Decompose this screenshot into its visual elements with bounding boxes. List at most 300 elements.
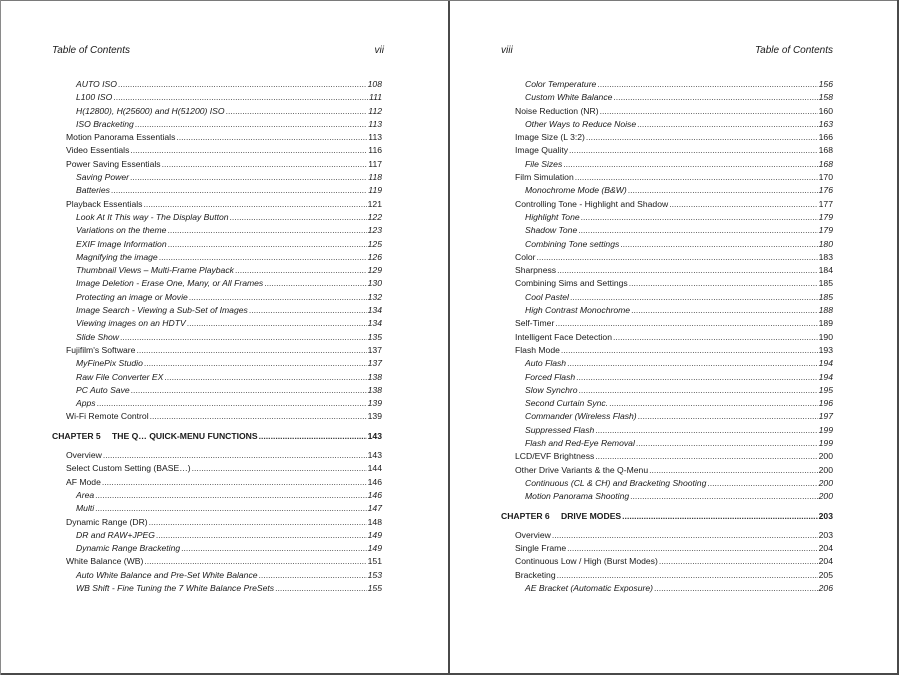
toc-dot-leader — [654, 582, 818, 595]
toc-dot-leader — [579, 384, 818, 397]
toc-entry-title: Raw File Converter EX — [76, 371, 164, 382]
toc-entry-title: Thumbnail Views – Multi-Frame Playback — [76, 265, 234, 276]
toc-entry[interactable] — [52, 397, 382, 410]
toc-dot-leader — [649, 464, 818, 477]
toc-entry[interactable] — [52, 371, 382, 384]
toc-page-number: 137 — [367, 358, 382, 369]
toc-entry-title: Apps — [76, 398, 96, 409]
toc-dot-leader — [113, 91, 368, 104]
toc-entry-title: Film Simulation — [515, 172, 574, 183]
toc-page-number: 160 — [818, 105, 833, 116]
toc-page-number: 183 — [818, 251, 833, 262]
toc-entry[interactable] — [501, 542, 833, 555]
toc-dot-leader — [613, 91, 817, 104]
toc-entry-title: Monochrome Mode (B&W) — [525, 185, 627, 196]
toc-entry-title: Protecting an image or Movie — [76, 291, 188, 302]
toc-page-number: 195 — [818, 384, 833, 395]
toc-page-number: 194 — [818, 371, 833, 382]
toc-entry-title: Playback Essentials — [66, 198, 143, 209]
toc-entry-title: Single Frame — [515, 543, 567, 554]
toc-dot-leader — [563, 158, 817, 171]
toc-dot-leader — [586, 131, 818, 144]
toc-dot-leader — [102, 476, 367, 489]
toc-dot-leader — [162, 158, 368, 171]
toc-page-number: 177 — [818, 198, 833, 209]
toc-entry[interactable] — [52, 304, 382, 317]
toc-dot-leader — [135, 118, 368, 131]
toc-entry[interactable] — [52, 317, 382, 330]
left-page — [0, 0, 448, 675]
toc-entry-title: Image Search - Viewing a Sub-Set of Images — [76, 305, 248, 316]
toc-dot-leader — [552, 529, 818, 542]
toc-entry-title: Fujifilm's Software — [66, 344, 136, 355]
toc-entry[interactable] — [52, 344, 382, 357]
toc-entry[interactable] — [501, 317, 833, 330]
toc-dot-leader — [235, 264, 367, 277]
toc-entry[interactable] — [52, 184, 382, 197]
toc-entry[interactable] — [52, 291, 382, 304]
toc-page-number: 203 — [818, 529, 833, 540]
toc-dot-leader — [600, 105, 818, 118]
toc-page-number: 113 — [368, 132, 382, 143]
toc-entry[interactable] — [52, 331, 382, 344]
toc-dot-leader — [130, 144, 367, 157]
toc-page-number: 116 — [368, 145, 382, 156]
toc-entry-title: Auto Flash — [525, 358, 567, 369]
toc-dot-leader — [567, 357, 818, 370]
toc-dot-leader — [669, 198, 817, 211]
toc-page-number: 137 — [367, 344, 382, 355]
toc-entry-title: Variations on the theme — [76, 225, 167, 236]
toc-page-number: 135 — [367, 331, 382, 342]
toc-entry-title: Color Temperature — [525, 79, 597, 89]
toc-page-number: 204 — [818, 543, 833, 554]
toc-page-number: 180 — [818, 238, 833, 249]
toc-entry-title: Sharpness — [515, 265, 557, 276]
toc-entry[interactable] — [501, 131, 833, 144]
toc-entry[interactable] — [501, 569, 833, 582]
toc-entry-title: Saving Power — [76, 172, 130, 183]
toc-page-number: 134 — [367, 318, 382, 329]
toc-entry[interactable] — [501, 198, 833, 211]
toc-page-number: 130 — [367, 278, 382, 289]
toc-entry[interactable] — [501, 371, 833, 384]
toc-dot-leader — [95, 489, 367, 502]
toc-entry[interactable] — [52, 555, 382, 568]
toc-dot-leader — [557, 264, 818, 277]
toc-entry[interactable] — [52, 516, 382, 529]
toc-entry[interactable] — [52, 171, 382, 184]
toc-entry-title: Area — [76, 489, 95, 500]
toc-entry[interactable] — [501, 555, 833, 568]
toc-entry[interactable] — [501, 344, 833, 357]
toc-page-number: 200 — [818, 477, 833, 488]
toc-dot-leader — [192, 462, 367, 475]
toc-entry-title: Cool Pastel — [525, 291, 569, 302]
toc-entry-title: Overview — [515, 529, 551, 540]
toc-entry[interactable] — [501, 291, 833, 304]
toc-page-number: 121 — [367, 198, 382, 209]
toc-entry[interactable] — [52, 542, 382, 555]
toc-dot-leader — [150, 410, 367, 423]
toc-dot-leader — [569, 144, 818, 157]
toc-entry-title: DR and RAW+JPEG — [76, 529, 155, 540]
toc-entry[interactable] — [501, 91, 833, 104]
toc-dot-leader — [629, 277, 818, 290]
toc-dot-leader — [659, 555, 818, 568]
toc-dot-leader — [111, 184, 367, 197]
left-header-title: Table of Contents — [52, 45, 131, 56]
toc-entry[interactable] — [52, 462, 382, 475]
toc-dot-leader — [189, 291, 367, 304]
toc-page-number: 148 — [367, 516, 382, 527]
toc-page-number: 203 — [818, 510, 833, 521]
toc-entry[interactable] — [52, 476, 382, 489]
toc-page-number: 111 — [368, 92, 382, 103]
toc-page-number: 146 — [367, 489, 382, 500]
toc-entry-title: Continuous Low / High (Burst Modes) — [515, 556, 658, 567]
toc-dot-leader — [537, 251, 818, 264]
toc-entry[interactable] — [501, 331, 833, 344]
toc-dot-leader — [561, 344, 818, 357]
toc-page-number: 199 — [818, 424, 833, 435]
toc-page-number: 163 — [818, 118, 833, 129]
toc-entry-title: Combining Tone settings — [525, 238, 620, 249]
toc-dot-leader — [164, 371, 366, 384]
toc-page-number: 185 — [818, 278, 833, 289]
toc-entry[interactable] — [52, 582, 382, 595]
toc-dot-leader — [275, 582, 367, 595]
toc-dot-leader — [136, 344, 366, 357]
toc-entry-title: L100 ISO — [76, 92, 113, 103]
toc-dot-leader — [631, 304, 818, 317]
toc-entry-title: PC Auto Save — [76, 384, 130, 395]
toc-entry[interactable] — [501, 477, 833, 490]
toc-page-number: 179 — [818, 211, 833, 222]
toc-entry[interactable] — [52, 118, 382, 131]
toc-dot-leader — [557, 569, 818, 582]
toc-page-number: 190 — [818, 331, 833, 342]
toc-dot-leader — [576, 371, 818, 384]
toc-entry[interactable] — [501, 450, 833, 463]
toc-page-number: 139 — [367, 398, 382, 409]
toc-entry[interactable] — [52, 410, 382, 423]
toc-page-number: 123 — [367, 225, 382, 236]
toc-page-number: 200 — [818, 464, 833, 475]
toc-dot-leader — [156, 529, 367, 542]
toc-dot-leader — [168, 238, 367, 251]
toc-page-number: 138 — [367, 384, 382, 395]
toc-page-number: 143 — [367, 450, 382, 461]
right-header-title: Table of Contents — [754, 45, 833, 56]
toc-entry-title — [52, 430, 258, 443]
toc-entry-title: Flash Mode — [515, 344, 560, 355]
toc-dot-leader — [249, 304, 367, 317]
toc-entry-title: Custom White Balance — [525, 92, 613, 103]
toc-page-number: 143 — [367, 430, 382, 441]
toc-entry[interactable] — [501, 251, 833, 264]
toc-page-number: 117 — [368, 158, 382, 169]
toc-entry[interactable] — [52, 158, 382, 171]
toc-page-number: 147 — [367, 503, 382, 514]
toc-entry-title: AF Mode — [66, 476, 101, 487]
toc-page-number: 122 — [367, 211, 382, 222]
toc-dot-leader — [581, 211, 818, 224]
toc-entry[interactable] — [501, 171, 833, 184]
toc-entry-title: Continuous (CL & CH) and Bracketing Shooting — [525, 477, 707, 488]
toc-entry[interactable] — [52, 384, 382, 397]
toc-entry[interactable] — [52, 144, 382, 157]
toc-page-number: 125 — [367, 238, 382, 249]
toc-page-number: 156 — [818, 79, 833, 89]
toc-entry[interactable] — [52, 224, 382, 237]
toc-dot-leader — [118, 78, 367, 91]
toc-page-number: 132 — [367, 291, 382, 302]
toc-entry[interactable] — [501, 78, 833, 91]
toc-entry-title: Auto White Balance and Pre-Set White Balance — [76, 569, 258, 580]
toc-entry[interactable] — [52, 529, 382, 542]
toc-entry-title: Image Deletion - Erase One, Many, or All Frames — [76, 278, 264, 289]
toc-entry-title: AE Bracket (Automatic Exposure) — [525, 582, 653, 593]
toc-page-number: 112 — [368, 105, 382, 116]
toc-dot-leader — [567, 542, 818, 555]
toc-entry-title: Controlling Tone - Highlight and Shadow — [515, 198, 669, 209]
toc-dot-leader — [259, 430, 367, 443]
toc-entry[interactable] — [52, 91, 382, 104]
toc-entry-title: White Balance (WB) — [66, 556, 144, 567]
toc-entry[interactable] — [501, 410, 833, 423]
toc-page-number: 197 — [818, 411, 833, 422]
toc-entry-title: Bracketing — [515, 569, 556, 580]
right-toc-list — [501, 78, 833, 595]
toc-dot-leader — [575, 171, 818, 184]
toc-entry-title: ISO Bracketing — [76, 118, 134, 129]
toc-entry-title: Suppressed Flash — [525, 424, 595, 435]
frame-top-border — [0, 0, 899, 1]
toc-page-number: 149 — [367, 543, 382, 554]
frame-left-border — [0, 0, 1, 675]
toc-entry[interactable] — [501, 238, 833, 251]
toc-dot-leader — [159, 251, 367, 264]
toc-dot-leader — [143, 198, 366, 211]
toc-dot-leader — [630, 490, 818, 503]
left-header-page-number: vii — [374, 45, 384, 56]
toc-entry[interactable] — [52, 78, 382, 91]
toc-entry-title: Viewing images on an HDTV — [76, 318, 186, 329]
toc-page-number: 184 — [818, 265, 833, 276]
toc-chapter-title: THE Q… QUICK-MENU FUNCTIONS — [112, 430, 258, 441]
toc-entry[interactable] — [52, 211, 382, 224]
toc-entry[interactable] — [501, 582, 833, 595]
toc-entry-title: Magnifying the image — [76, 251, 158, 262]
toc-page-number: 200 — [818, 491, 833, 502]
toc-dot-leader — [130, 171, 367, 184]
toc-entry-title: H(12800), H(25600) and H(51200) ISO — [76, 105, 225, 116]
toc-entry-title: Highlight Tone — [525, 211, 580, 222]
toc-chapter-number: CHAPTER 6 — [501, 510, 550, 521]
toc-dot-leader — [622, 510, 817, 523]
toc-entry[interactable] — [52, 357, 382, 370]
toc-dot-leader — [97, 397, 367, 410]
toc-entry-title: LCD/EVF Brightness — [515, 451, 595, 462]
toc-entry-title — [501, 510, 621, 523]
toc-dot-leader — [628, 184, 818, 197]
toc-entry-title: Self-Timer — [515, 318, 555, 329]
toc-entry-title: Motion Panorama Shooting — [525, 491, 630, 502]
toc-dot-leader — [638, 410, 818, 423]
toc-entry-title: MyFinePix Studio — [76, 358, 143, 369]
toc-entry[interactable] — [52, 569, 382, 582]
toc-chapter-number: CHAPTER 5 — [52, 430, 101, 441]
toc-dot-leader — [181, 542, 367, 555]
toc-entry-title: Slide Show — [76, 331, 119, 342]
toc-dot-leader — [555, 317, 817, 330]
toc-entry[interactable] — [501, 118, 833, 131]
toc-page-number: 188 — [818, 305, 833, 316]
toc-page-number: 170 — [818, 172, 833, 183]
toc-entry[interactable] — [52, 251, 382, 264]
toc-entry[interactable] — [52, 277, 382, 290]
toc-entry-title: Other Drive Variants & the Q-Menu — [515, 464, 649, 475]
toc-entry[interactable] — [52, 131, 382, 144]
toc-page-number: 179 — [818, 225, 833, 236]
toc-dot-leader — [103, 449, 367, 462]
toc-entry[interactable] — [501, 529, 833, 542]
toc-entry-title: AUTO ISO — [76, 79, 117, 89]
toc-dot-leader — [230, 211, 367, 224]
toc-page-number: 200 — [818, 451, 833, 462]
toc-entry-title: Commander (Wireless Flash) — [525, 411, 637, 422]
toc-page-number: 146 — [367, 476, 382, 487]
toc-entry[interactable] — [501, 264, 833, 277]
toc-entry-title: Dynamic Range (DR) — [66, 516, 148, 527]
toc-page-number: 204 — [818, 556, 833, 567]
toc-chapter-entry[interactable] — [52, 430, 382, 443]
toc-entry[interactable] — [52, 198, 382, 211]
toc-entry[interactable] — [501, 144, 833, 157]
toc-entry-title: Overview — [66, 450, 102, 461]
toc-entry-title: Flash and Red-Eye Removal — [525, 438, 635, 449]
toc-entry[interactable] — [501, 384, 833, 397]
toc-entry-title: Image Quality — [515, 145, 569, 156]
toc-entry[interactable] — [501, 224, 833, 237]
toc-entry[interactable] — [501, 277, 833, 290]
toc-page-number: 206 — [818, 582, 833, 593]
toc-page-number: 193 — [818, 344, 833, 355]
toc-entry-title: Video Essentials — [66, 145, 130, 156]
toc-entry[interactable] — [52, 449, 382, 462]
toc-page-number: 113 — [368, 118, 382, 129]
toc-entry[interactable] — [52, 105, 382, 118]
toc-page-number: 144 — [367, 463, 382, 474]
toc-dot-leader — [264, 277, 366, 290]
toc-entry[interactable] — [501, 211, 833, 224]
toc-page-number: 118 — [368, 172, 382, 183]
toc-entry-title: Multi — [76, 503, 95, 514]
toc-entry-title: Dynamic Range Bracketing — [76, 543, 181, 554]
toc-entry[interactable] — [501, 424, 833, 437]
toc-entry-title: Intelligent Face Detection — [515, 331, 612, 342]
toc-dot-leader — [620, 238, 817, 251]
toc-dot-leader — [144, 555, 366, 568]
toc-entry-title: Other Ways to Reduce Noise — [525, 118, 637, 129]
toc-entry-title: Combining Sims and Settings — [515, 278, 628, 289]
toc-chapter-entry[interactable] — [501, 510, 833, 523]
toc-page-number: 189 — [818, 318, 833, 329]
toc-dot-leader — [636, 437, 818, 450]
toc-entry-title: EXIF Image Information — [76, 238, 167, 249]
right-page — [450, 0, 899, 675]
toc-dot-leader — [144, 357, 367, 370]
toc-page-number: 149 — [367, 529, 382, 540]
toc-entry[interactable] — [52, 264, 382, 277]
toc-page-number: 194 — [818, 358, 833, 369]
toc-page-number: 138 — [367, 371, 382, 382]
toc-dot-leader — [595, 450, 817, 463]
toc-entry-title: Forced Flash — [525, 371, 576, 382]
toc-dot-leader — [120, 331, 367, 344]
toc-page-number: 168 — [818, 158, 833, 169]
toc-entry[interactable] — [501, 158, 833, 171]
toc-entry[interactable] — [501, 184, 833, 197]
toc-page-number: 129 — [367, 265, 382, 276]
toc-entry[interactable] — [52, 502, 382, 515]
toc-entry[interactable] — [501, 464, 833, 477]
toc-page-number: 205 — [818, 569, 833, 580]
toc-dot-leader — [570, 291, 818, 304]
toc-page-number: 199 — [818, 438, 833, 449]
toc-page-number: 153 — [367, 569, 382, 580]
toc-entry[interactable] — [501, 397, 833, 410]
toc-dot-leader — [131, 384, 367, 397]
toc-dot-leader — [613, 331, 818, 344]
toc-page-number: 196 — [818, 398, 833, 409]
toc-page-number: 166 — [818, 132, 833, 143]
toc-page-number: 168 — [818, 145, 833, 156]
toc-entry-title: Color — [515, 251, 536, 262]
toc-dot-leader — [707, 477, 817, 490]
toc-entry[interactable] — [52, 238, 382, 251]
toc-dot-leader — [149, 516, 367, 529]
toc-dot-leader — [595, 424, 817, 437]
toc-entry[interactable] — [501, 105, 833, 118]
toc-dot-leader — [167, 224, 366, 237]
toc-page-number: 151 — [367, 556, 382, 567]
toc-dot-leader — [609, 397, 818, 410]
toc-entry[interactable] — [501, 357, 833, 370]
toc-entry[interactable] — [501, 490, 833, 503]
toc-entry-title: Shadow Tone — [525, 225, 578, 236]
toc-dot-leader — [597, 78, 817, 91]
toc-entry[interactable] — [501, 304, 833, 317]
toc-entry-title: Motion Panorama Essentials — [66, 132, 176, 143]
toc-entry-title: High Contrast Monochrome — [525, 305, 631, 316]
toc-entry-title: File Sizes — [525, 158, 563, 169]
toc-entry-title: Slow Synchro — [525, 384, 578, 395]
toc-entry-title: Power Saving Essentials — [66, 158, 161, 169]
toc-page-number: 134 — [367, 305, 382, 316]
toc-entry-title: Wi-Fi Remote Control — [66, 411, 149, 422]
toc-dot-leader — [637, 118, 818, 131]
toc-dot-leader — [578, 224, 817, 237]
toc-entry[interactable] — [501, 437, 833, 450]
toc-chapter-title: DRIVE MODES — [561, 510, 622, 521]
toc-entry-title: Batteries — [76, 185, 110, 196]
toc-entry[interactable] — [52, 489, 382, 502]
toc-page-number: 126 — [367, 251, 382, 262]
toc-page-number: 158 — [818, 92, 833, 103]
left-toc-list — [52, 78, 382, 595]
